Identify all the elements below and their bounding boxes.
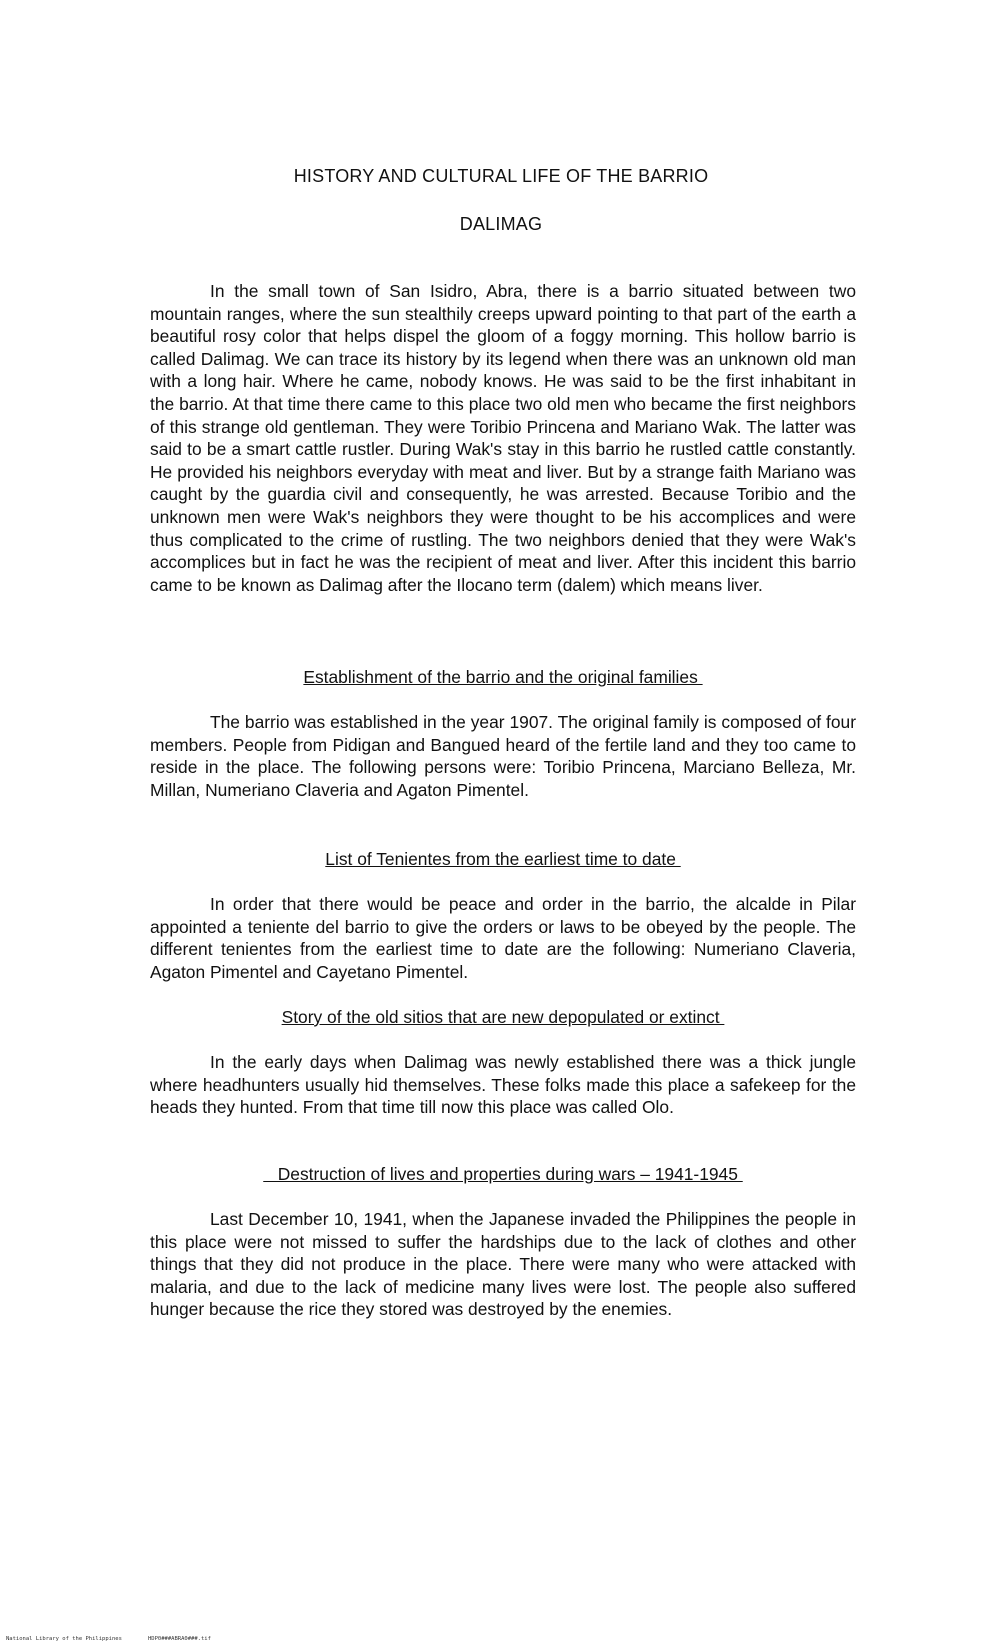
section-heading-old-sitios: Story of the old sitios that are new depopulated or extinct <box>281 1007 725 1027</box>
document-title: HISTORY AND CULTURAL LIFE OF THE BARRIO <box>293 166 709 186</box>
section-heading-tenientes: List of Tenientes from the earliest time to date <box>325 849 681 869</box>
document-subtitle: DALIMAG <box>459 214 543 234</box>
paragraph-legend: In the small town of San Isidro, Abra, there is a barrio situated between two mountain ranges, where the sun stealthily creeps upward pointing to that part of the earth a beautiful rosy color that helps dispel the gloom of a foggy morning. This hollow barrio is called Dalimag. We can trace its history by its legend when there was an unknown old man with a long hair. Where he came, nobody knows. He was said to be the first inhabitant in the barrio. At that time there came to this place two old men who became the first neighbors of this strange old gentleman. They were Toribio Princena and Mariano Wak. The latter was said to be a smart cattle rustler. During Wak's stay in this barrio he rustled cattle constantly. He provided his neighbors everyday with meat and liver. But by a strange faith Mariano was caught by the guardia civil and consequently, he was arrested. Because Toribio and the unknown men were Wak's neighbors they were thought to be his accomplices and were thus complicated to the crime of rustling. The two neighbors denied that they were Wak's accomplices but in fact he was the recipient of meat and liver. After this incident this barrio came to be known as Dalimag after the Ilocano term (dalem) which means liver. <box>150 281 856 595</box>
section-heading-establishment: Establishment of the barrio and the original families <box>303 667 703 687</box>
footer-library-credit: National Library of the Philippines <box>6 1636 122 1642</box>
paragraph-destruction: Last December 10, 1941, when the Japanese invaded the Philippines the people in this place were not missed to suffer the hardships due to the lack of clothes and other things that they did not produce in the place. There were many who were attacked with malaria, and due to the lack of medicine many lives were lost. The people also suffered hunger because the rice they stored was destroyed by the enemies. <box>150 1209 856 1320</box>
section-heading-destruction: Destruction of lives and properties during wars – 1941-1945 <box>263 1164 743 1184</box>
paragraph-old-sitios: In the early days when Dalimag was newly established there was a thick jungle where headhunters usually hid themselves. These folks made this place a safekeep for the heads they hunted. From that time till now this place was called Olo. <box>150 1052 856 1118</box>
footer-file-id: HDP0###ABRA0###.tif <box>148 1636 211 1642</box>
paragraph-tenientes: In order that there would be peace and order in the barrio, the alcalde in Pilar appointed a teniente del barrio to give the orders or laws to be obeyed by the people. The different tenientes from the earliest time to date are the following: Numeriano Claveria, Agaton Pimentel and Cayetano Pimentel. <box>150 894 856 982</box>
paragraph-establishment: The barrio was established in the year 1907. The original family is composed of four members. People from Pidigan and Bangued heard of the fertile land and they too came to reside in the place. The following persons were: Toribio Princena, Marciano Belleza, Mr. Millan, Numeriano Claveria and Agaton Pimentel. <box>150 712 856 800</box>
